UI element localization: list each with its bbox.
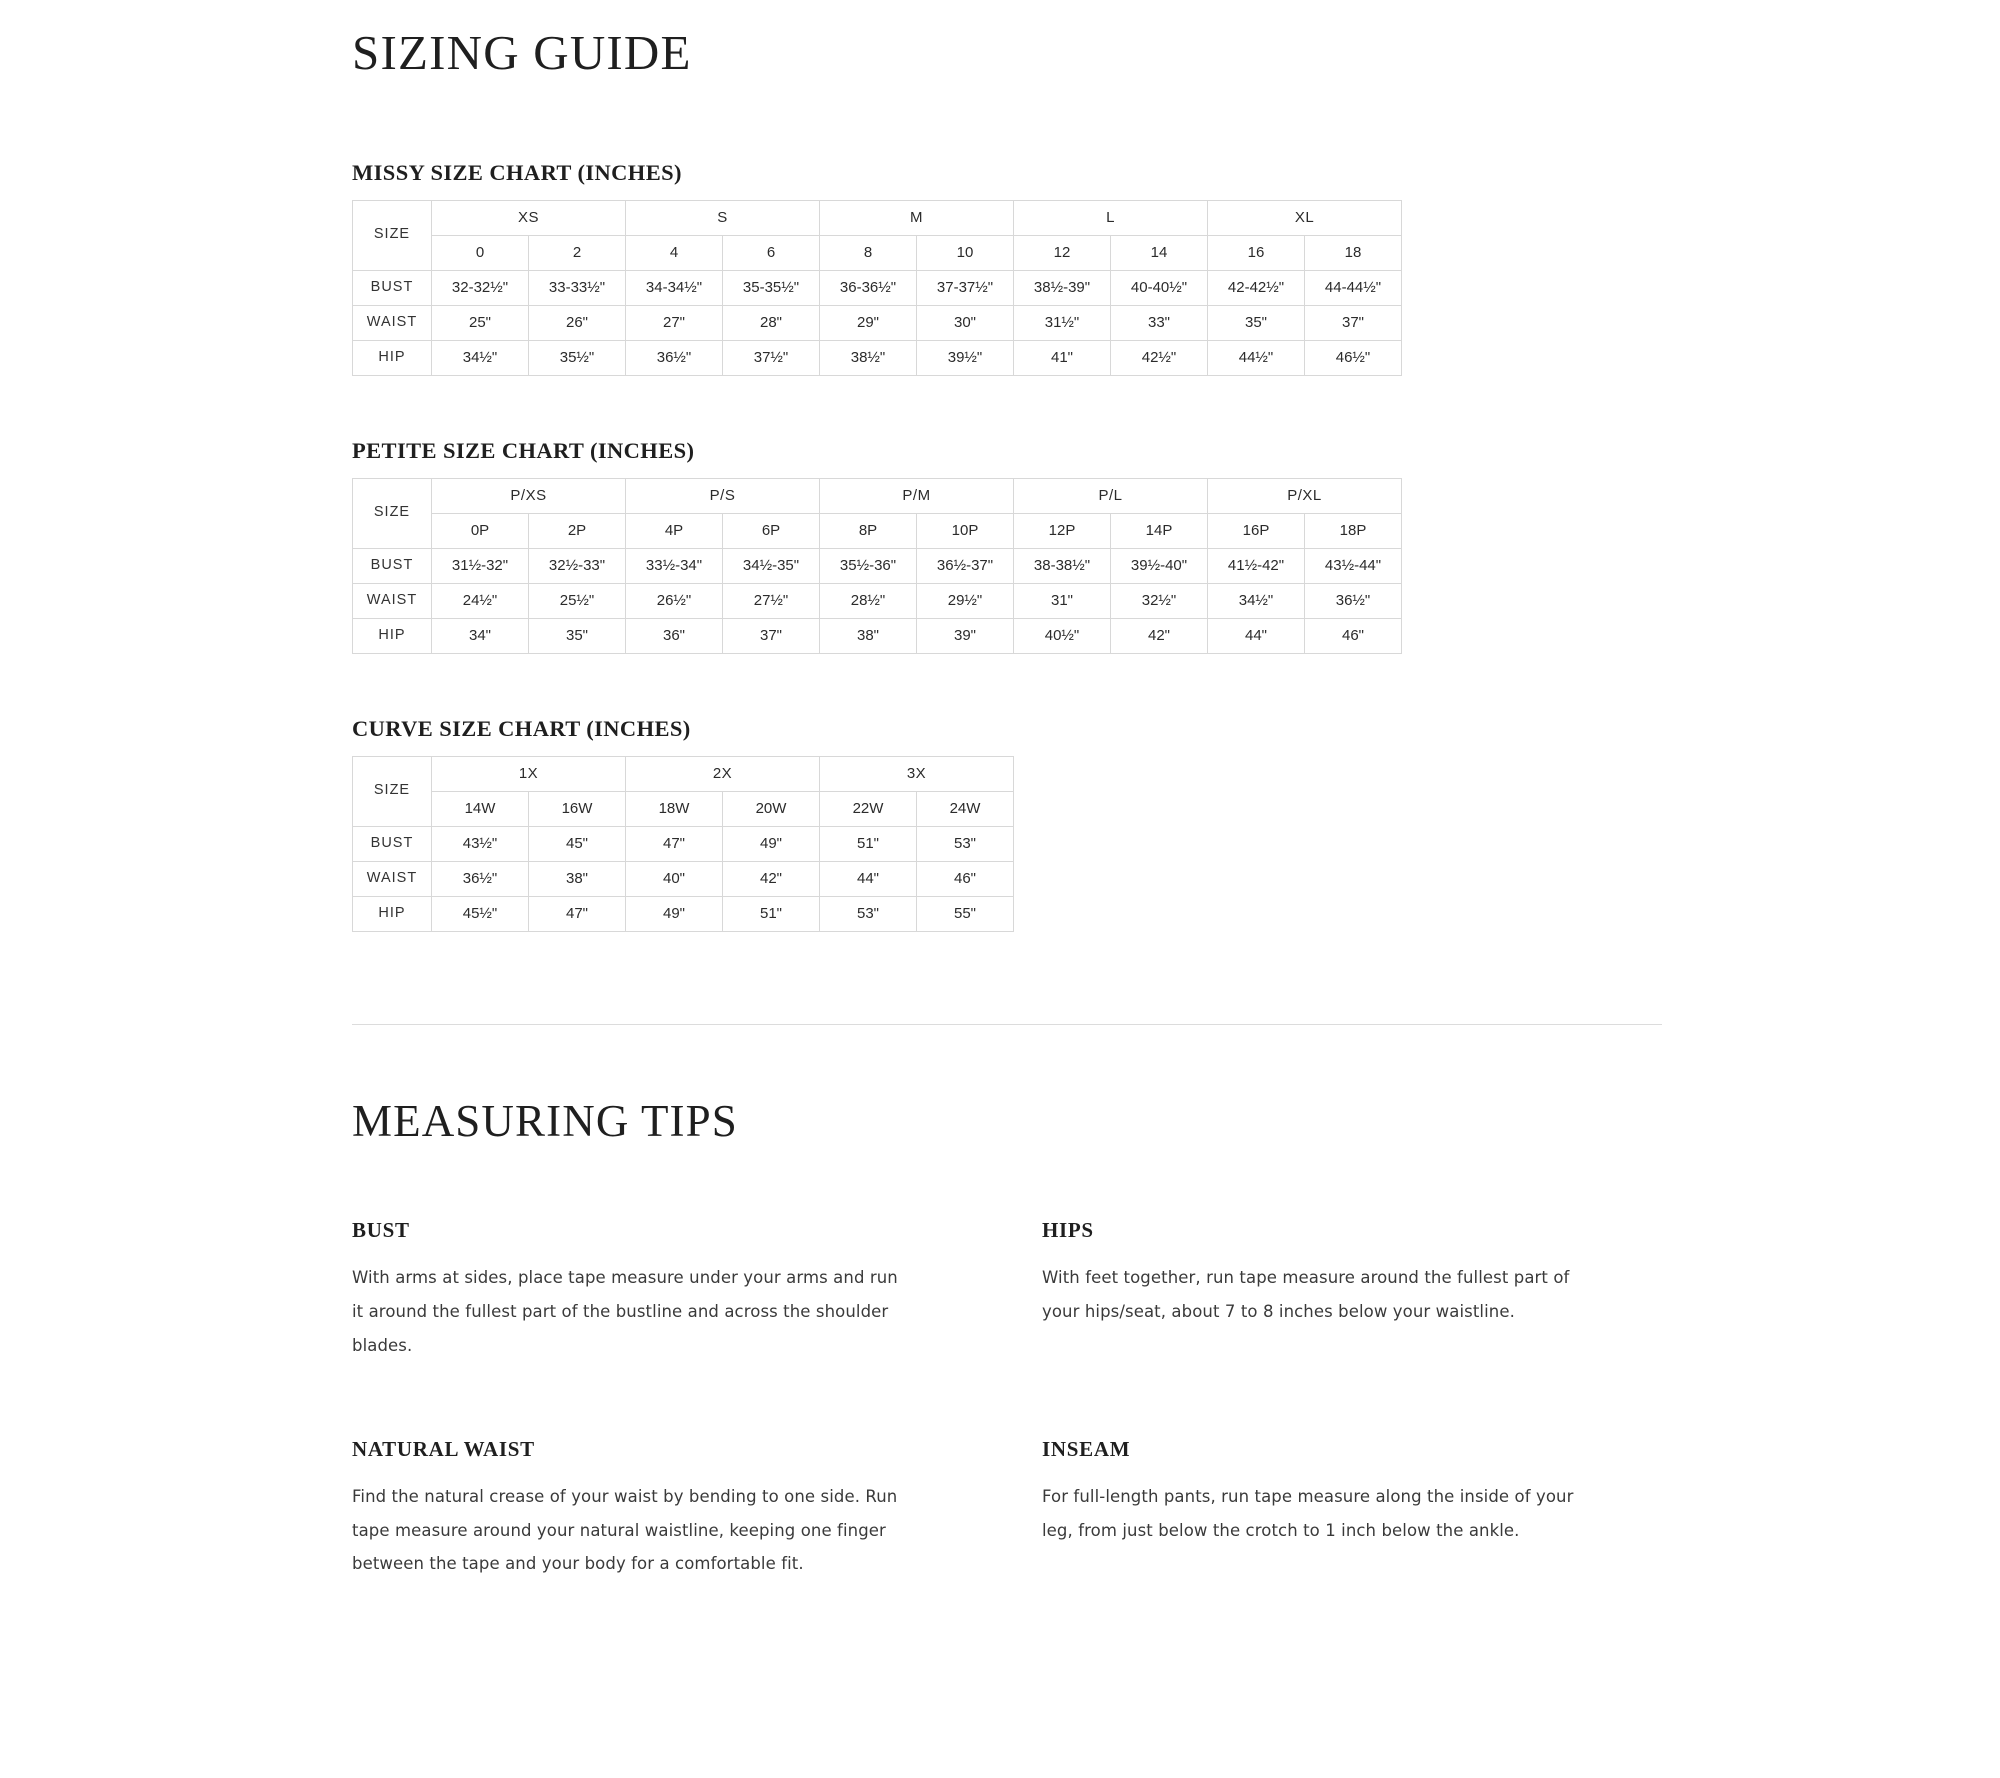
measurement-value-cell: 44½" [1208,340,1305,375]
size-number-cell: 2P [529,513,626,548]
size-chart-block [352,438,1662,654]
table-row [353,791,1014,826]
measurement-value-cell: 26½" [626,583,723,618]
measurement-value-cell: 28½" [820,583,917,618]
page-title: SIZING GUIDE [352,25,692,80]
measurement-value-cell: 42" [1111,618,1208,653]
measurement-value-cell: 38½" [820,340,917,375]
measurement-value-cell: 39½" [917,340,1014,375]
size-number-cell: 8P [820,513,917,548]
size-number-cell: 14P [1111,513,1208,548]
size-group-header: XL [1208,200,1402,235]
measurement-value-cell: 38½-39" [1014,270,1111,305]
measurement-value-cell: 34½-35" [723,548,820,583]
measurement-value-cell: 34" [432,618,529,653]
measurement-value-cell: 28" [723,305,820,340]
measurement-value-cell: 44" [820,861,917,896]
measurement-value-cell: 40-40½" [1111,270,1208,305]
size-number-cell: 18W [626,791,723,826]
size-group-header: XS [432,200,626,235]
measurement-value-cell: 40½" [1014,618,1111,653]
size-group-header: P/XS [432,478,626,513]
measurement-value-cell: 32½-33" [529,548,626,583]
measurement-value-cell: 31" [1014,583,1111,618]
size-number-cell: 4 [626,235,723,270]
size-number-cell: 14 [1111,235,1208,270]
size-chart-table [352,200,1402,376]
size-number-cell: 10P [917,513,1014,548]
size-number-cell: 0P [432,513,529,548]
size-chart-block [352,160,1662,376]
measurement-value-cell: 25½" [529,583,626,618]
measurement-value-cell: 35" [1208,305,1305,340]
measurement-value-cell: 46" [1305,618,1402,653]
measurement-value-cell: 47" [529,896,626,931]
size-group-header: P/XL [1208,478,1402,513]
table-row [353,756,1014,791]
measurement-value-cell: 39½-40" [1111,548,1208,583]
size-group-header: S [626,200,820,235]
measurement-value-cell: 37-37½" [917,270,1014,305]
measurement-value-cell: 25" [432,305,529,340]
measurement-label-cell: BUST [353,548,432,583]
size-number-cell: 20W [723,791,820,826]
measurement-value-cell: 34½" [1208,583,1305,618]
measurement-value-cell: 36½" [432,861,529,896]
size-number-cell: 6P [723,513,820,548]
size-number-cell: 0 [432,235,529,270]
measurement-value-cell: 44" [1208,618,1305,653]
measurement-value-cell: 55" [917,896,1014,931]
measurement-label-cell: WAIST [353,861,432,896]
measurement-value-cell: 44-44½" [1305,270,1402,305]
size-group-header: 2X [626,756,820,791]
section-divider [352,1024,1662,1025]
measurement-label-cell: BUST [353,270,432,305]
measurement-value-cell: 45½" [432,896,529,931]
measurement-value-cell: 30" [917,305,1014,340]
measurement-value-cell: 51" [820,826,917,861]
size-group-header: 1X [432,756,626,791]
size-number-cell: 16 [1208,235,1305,270]
measurement-value-cell: 31½-32" [432,548,529,583]
measurement-value-cell: 34-34½" [626,270,723,305]
measurement-value-cell: 53" [917,826,1014,861]
size-label-cell: SIZE [353,478,432,548]
measurement-label-cell: WAIST [353,583,432,618]
measurement-label-cell: HIP [353,896,432,931]
measurement-value-cell: 41" [1014,340,1111,375]
size-number-cell: 22W [820,791,917,826]
measuring-tip-body: With arms at sides, place tape measure under your arms and run it around the fullest part of the bustline and across the shoulder blades. [352,1268,898,1356]
size-label-cell: SIZE [353,200,432,270]
size-number-cell: 4P [626,513,723,548]
measurement-value-cell: 46½" [1305,340,1402,375]
measurement-value-cell: 31½" [1014,305,1111,340]
measuring-tips-title: MEASURING TIPS [352,1095,738,1146]
measurement-value-cell: 32½" [1111,583,1208,618]
size-number-cell: 16P [1208,513,1305,548]
measuring-tip-heading: INSEAM [1042,1436,1131,1461]
table-row [353,270,1402,305]
size-number-cell: 14W [432,791,529,826]
measurement-value-cell: 49" [723,826,820,861]
size-number-cell: 12 [1014,235,1111,270]
size-number-cell: 18P [1305,513,1402,548]
table-row [353,618,1402,653]
measuring-tip [1042,1437,1662,1581]
size-number-cell: 8 [820,235,917,270]
measurement-value-cell: 42½" [1111,340,1208,375]
table-row [353,478,1402,513]
measurement-value-cell: 27" [626,305,723,340]
table-row [353,826,1014,861]
measuring-tip-body: With feet together, run tape measure around the fullest part of your hips/seat, about 7 to 8 inches below your waistline. [1042,1268,1570,1322]
size-number-cell: 2 [529,235,626,270]
table-row [353,861,1014,896]
size-number-cell: 6 [723,235,820,270]
measurement-value-cell: 29" [820,305,917,340]
measuring-tip-heading: NATURAL WAIST [352,1436,535,1461]
size-group-header: M [820,200,1014,235]
table-row [353,548,1402,583]
measurement-value-cell: 47" [626,826,723,861]
size-group-header: P/S [626,478,820,513]
size-number-cell: 24W [917,791,1014,826]
measuring-tips-grid [352,1218,1662,1581]
table-row [353,340,1402,375]
measurement-value-cell: 33½-34" [626,548,723,583]
measurement-value-cell: 33-33½" [529,270,626,305]
measurement-value-cell: 49" [626,896,723,931]
measurement-value-cell: 35½" [529,340,626,375]
measurement-value-cell: 37" [1305,305,1402,340]
table-row [353,583,1402,618]
measurement-value-cell: 38-38½" [1014,548,1111,583]
measuring-tip-body: For full-length pants, run tape measure along the inside of your leg, from just below the crotch to 1 inch below the ankle. [1042,1486,1574,1540]
measuring-tip-heading: BUST [352,1218,410,1243]
measurement-value-cell: 53" [820,896,917,931]
measuring-tip-body: Find the natural crease of your waist by bending to one side. Run tape measure around your natural waistline, keeping one finger between the tape and your body for a comfortable fit. [352,1486,898,1574]
measurement-value-cell: 36-36½" [820,270,917,305]
measurement-value-cell: 35-35½" [723,270,820,305]
measurement-value-cell: 36½" [626,340,723,375]
measurement-value-cell: 37½" [723,340,820,375]
size-group-header: P/L [1014,478,1208,513]
measurement-value-cell: 35" [529,618,626,653]
measurement-value-cell: 34½" [432,340,529,375]
size-group-header: L [1014,200,1208,235]
measuring-tip [352,1437,1042,1581]
measurement-value-cell: 24½" [432,583,529,618]
measurement-value-cell: 43½-44" [1305,548,1402,583]
measurement-label-cell: BUST [353,826,432,861]
size-number-cell: 12P [1014,513,1111,548]
size-charts-container [352,160,1662,932]
measurement-value-cell: 26" [529,305,626,340]
measurement-label-cell: HIP [353,618,432,653]
measurement-value-cell: 39" [917,618,1014,653]
measurement-value-cell: 27½" [723,583,820,618]
size-chart-table [352,756,1014,932]
measurement-value-cell: 36½" [1305,583,1402,618]
size-number-cell: 18 [1305,235,1402,270]
table-row [353,200,1402,235]
measurement-value-cell: 32-32½" [432,270,529,305]
measurement-value-cell: 33" [1111,305,1208,340]
size-chart-table [352,478,1402,654]
measurement-value-cell: 36" [626,618,723,653]
measurement-value-cell: 46" [917,861,1014,896]
measuring-tip-heading: HIPS [1042,1218,1094,1243]
size-group-header: 3X [820,756,1014,791]
size-label-cell: SIZE [353,756,432,826]
measurement-value-cell: 38" [820,618,917,653]
measurement-value-cell: 45" [529,826,626,861]
table-row [353,896,1014,931]
size-group-header: P/M [820,478,1014,513]
size-chart-title: CURVE SIZE CHART (INCHES) [352,715,691,741]
measurement-value-cell: 40" [626,861,723,896]
measuring-tip [352,1218,1042,1362]
measurement-value-cell: 35½-36" [820,548,917,583]
measurement-value-cell: 43½" [432,826,529,861]
measuring-tip [1042,1218,1662,1362]
measurement-value-cell: 37" [723,618,820,653]
measurement-value-cell: 36½-37" [917,548,1014,583]
measurement-label-cell: HIP [353,340,432,375]
table-row [353,305,1402,340]
measurement-value-cell: 42-42½" [1208,270,1305,305]
measurement-value-cell: 38" [529,861,626,896]
measurement-value-cell: 42" [723,861,820,896]
measurement-value-cell: 41½-42" [1208,548,1305,583]
size-chart-title: PETITE SIZE CHART (INCHES) [352,437,695,463]
size-number-cell: 16W [529,791,626,826]
measurement-value-cell: 29½" [917,583,1014,618]
size-chart-block [352,716,1662,932]
size-number-cell: 10 [917,235,1014,270]
measurement-label-cell: WAIST [353,305,432,340]
size-chart-title: MISSY SIZE CHART (INCHES) [352,159,682,185]
table-row [353,513,1402,548]
measurement-value-cell: 51" [723,896,820,931]
table-row [353,235,1402,270]
